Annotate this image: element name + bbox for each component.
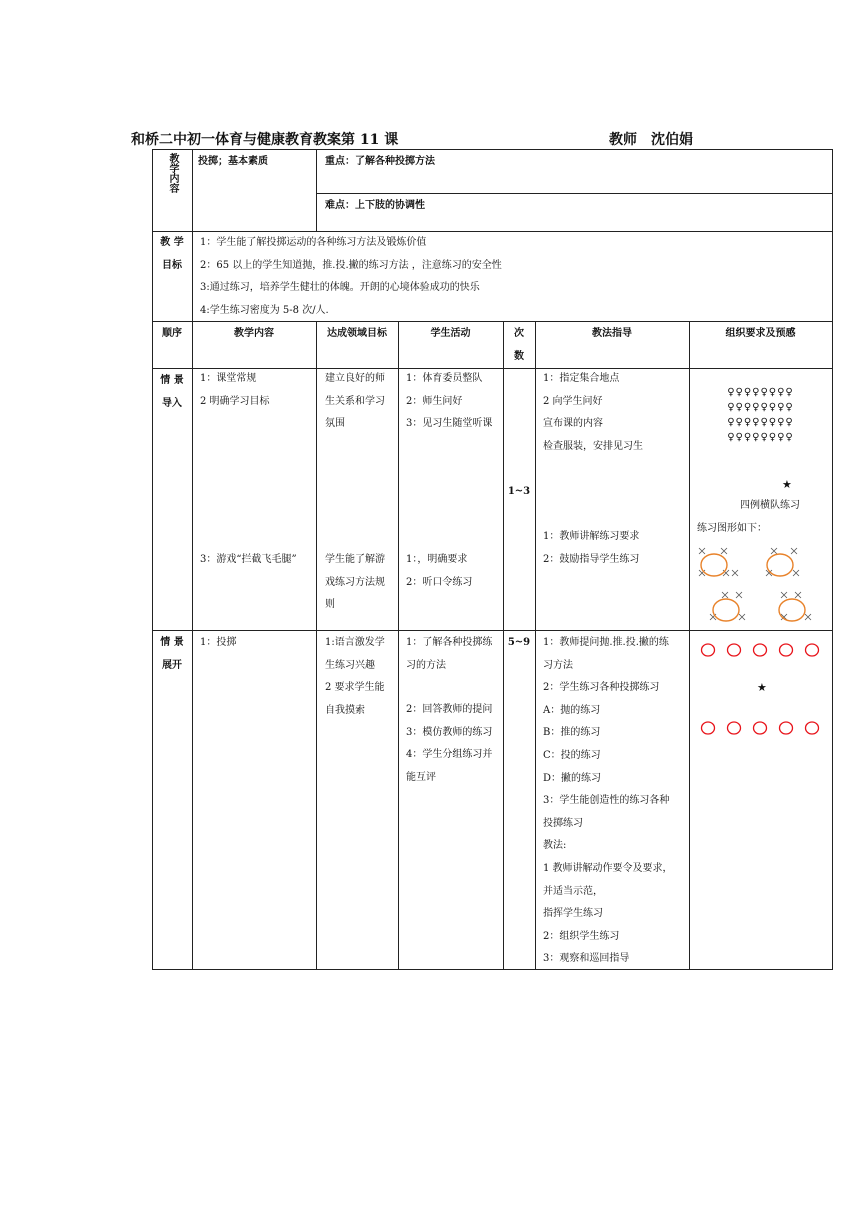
col-count-2: 数 bbox=[514, 350, 524, 362]
intro-target-2 bbox=[325, 549, 398, 617]
intro-target-line: 建立良好的师 bbox=[325, 373, 385, 384]
expand-target-line: 1:语言激发学 bbox=[325, 637, 385, 648]
col-content: 教学内容 bbox=[234, 328, 274, 339]
expand-label-1: 情 景 bbox=[160, 637, 184, 648]
expand-activity-line: 习的方法 bbox=[406, 659, 446, 671]
intro-guidance-line: 2 向学生问好 bbox=[543, 395, 603, 407]
content-label-cell bbox=[152, 153, 192, 231]
expand-guidance-line: 3：学生能创造性的练习各种 bbox=[543, 795, 670, 807]
teacher-line bbox=[609, 129, 693, 149]
expand-count: 5~9 bbox=[507, 637, 531, 648]
formation-row: ♀♀♀♀♀♀♀♀ bbox=[727, 417, 794, 428]
expand-guidance-line: 投掷练习 bbox=[543, 817, 583, 829]
intro-activity-2 bbox=[406, 549, 503, 594]
goals-label-1: 教 学 bbox=[160, 237, 184, 248]
cross-icons bbox=[699, 548, 811, 620]
expand-activity-1 bbox=[406, 632, 503, 677]
intro-activity-1 bbox=[406, 368, 503, 436]
expand-target-line: 2 要求学生能 bbox=[325, 682, 385, 694]
intro-activity-line: 3：见习生随堂听课 bbox=[406, 418, 493, 430]
formation-caption: 四例横队练习 bbox=[740, 500, 800, 511]
expand-activity-2 bbox=[406, 699, 503, 789]
expand-guidance-line: 1：教师提问抛.推.投.撇的练 bbox=[543, 637, 669, 648]
intro-guidance-line: 1：教师讲解练习要求 bbox=[543, 531, 640, 542]
expand-activity-line: 3：模仿教师的练习 bbox=[406, 726, 493, 738]
expand-guidance-line: 1 教师讲解动作要令及要求， bbox=[543, 862, 673, 874]
intro-content bbox=[200, 368, 316, 413]
intro-guidance-line: 2：鼓励指导学生练习 bbox=[543, 553, 640, 565]
expand-activity-line: 能互评 bbox=[406, 771, 436, 783]
diagram-caption: 练习图形如下： bbox=[697, 523, 767, 534]
teacher-star-icon-2: ★ bbox=[757, 681, 767, 694]
goals-list bbox=[200, 232, 825, 322]
expand-target-line: 自我摸索 bbox=[325, 704, 365, 716]
col-guidance: 教法指导 bbox=[592, 328, 632, 339]
expand-guidance-line: A：抛的练习 bbox=[543, 704, 601, 716]
intro-target-1 bbox=[325, 368, 398, 436]
formation-row: ♀♀♀♀♀♀♀♀ bbox=[727, 387, 794, 398]
intro-guidance-line: 检查服装，安排见习生 bbox=[543, 440, 643, 452]
intro-activity-line: 1：，明确要求 bbox=[406, 554, 468, 565]
intro-target-line: 学生能了解游 bbox=[325, 554, 385, 565]
expand-target bbox=[325, 632, 398, 722]
col-organization: 组织要求及预感 bbox=[725, 328, 796, 339]
goal-item: 4:学生练习密度为 5-8 次/人. bbox=[200, 304, 329, 316]
intro-activity-line: 2：师生问好 bbox=[406, 395, 463, 407]
intro-target-line: 则 bbox=[325, 599, 335, 611]
formation-row: ♀♀♀♀♀♀♀♀ bbox=[727, 402, 794, 413]
intro-content-item: 2 明确学习目标 bbox=[200, 395, 270, 407]
expand-guidance-line: 2：学生练习各种投掷练习 bbox=[543, 682, 660, 694]
intro-guidance-line: 宣布课的内容 bbox=[543, 418, 603, 430]
intro-guidance-line: 1：指定集合地点 bbox=[543, 373, 620, 384]
expand-guidance-line: C：投的练习 bbox=[543, 749, 601, 761]
intro-target-line: 生关系和学习 bbox=[325, 395, 385, 407]
intro-target-line: 氛围 bbox=[325, 418, 345, 430]
expand-activity-line: 1：了解各种投掷练 bbox=[406, 637, 493, 648]
col-target: 达成领域目标 bbox=[327, 328, 387, 339]
intro-content-item: 1：课堂常规 bbox=[200, 373, 257, 384]
col-activity: 学生活动 bbox=[430, 328, 471, 339]
goals-label bbox=[152, 232, 192, 277]
goal-item: 3:通过练习，培养学生健壮的体魄。开朗的心境体验成功的快乐 bbox=[200, 282, 480, 294]
expand-guidance-line: 教法: bbox=[543, 840, 567, 852]
expand-guidance-line: 并适当示范， bbox=[543, 885, 603, 897]
expand-guidance-line: 习方法 bbox=[543, 659, 573, 671]
intro-guidance-1 bbox=[543, 368, 689, 458]
intro-label-1: 情 景 bbox=[160, 375, 184, 386]
expand-guidance-line: 2：组织学生练习 bbox=[543, 930, 620, 942]
expand-guidance-line: D：撇的练习 bbox=[543, 772, 602, 784]
expand-guidance bbox=[543, 632, 689, 971]
col-order: 顺序 bbox=[162, 328, 182, 339]
expand-label bbox=[152, 632, 192, 677]
goal-item: 1：学生能了解投掷运动的各种练习方法及锻炼价值 bbox=[200, 237, 427, 248]
difficulty-point: 难点：上下肢的协调性 bbox=[325, 200, 425, 211]
intro-activity-line: 2：听口令练习 bbox=[406, 576, 473, 588]
col-count bbox=[503, 323, 535, 368]
student-formation bbox=[689, 385, 832, 445]
teacher-star-icon: ★ bbox=[782, 478, 792, 491]
expand-content: 1：投掷 bbox=[200, 637, 237, 648]
goals-label-2: 目标 bbox=[162, 259, 182, 271]
col-count-1: 次 bbox=[514, 328, 524, 339]
expand-activity-line: 4：学生分组练习并 bbox=[406, 749, 493, 761]
intro-count: 1~3 bbox=[507, 486, 531, 497]
orange-circle-icons bbox=[701, 554, 805, 621]
expand-guidance-line: 指挥学生练习 bbox=[543, 908, 603, 920]
goal-item: 2：65 以上的学生知道抛，推.投.撇的练习方法 ，注意练习的安全性 bbox=[200, 259, 502, 271]
expand-target-line: 生练习兴趣 bbox=[325, 659, 375, 671]
intro-guidance-2 bbox=[543, 526, 689, 571]
expand-label-2: 展开 bbox=[162, 659, 182, 671]
intro-game: 3：游戏“拦截飞毛腿” bbox=[200, 554, 297, 565]
formation-row: ♀♀♀♀♀♀♀♀ bbox=[727, 432, 794, 443]
intro-label bbox=[152, 370, 192, 415]
game-diagram bbox=[689, 540, 832, 630]
content-topic: 投掷；基本素质 bbox=[198, 156, 268, 167]
lesson-title: 和桥二中初一体育与健康教育教案第 11 课 bbox=[131, 132, 399, 148]
intro-label-2: 导入 bbox=[162, 397, 182, 409]
intro-target-line: 戏练习方法规 bbox=[325, 576, 385, 588]
teacher-label: 教师 bbox=[609, 132, 637, 148]
content-label: 教学内容 bbox=[167, 153, 178, 193]
expand-guidance-line: 3：观察和巡回指导 bbox=[543, 953, 630, 965]
intro-activity-line: 1：体育委员整队 bbox=[406, 373, 483, 384]
expand-guidance-line: B：推的练习 bbox=[543, 727, 601, 739]
teacher-name: 沈伯娟 bbox=[651, 132, 693, 148]
expand-activity-line: 2：回答教师的提问 bbox=[406, 704, 493, 715]
key-point: 重点：了解各种投掷方法 bbox=[325, 156, 435, 167]
